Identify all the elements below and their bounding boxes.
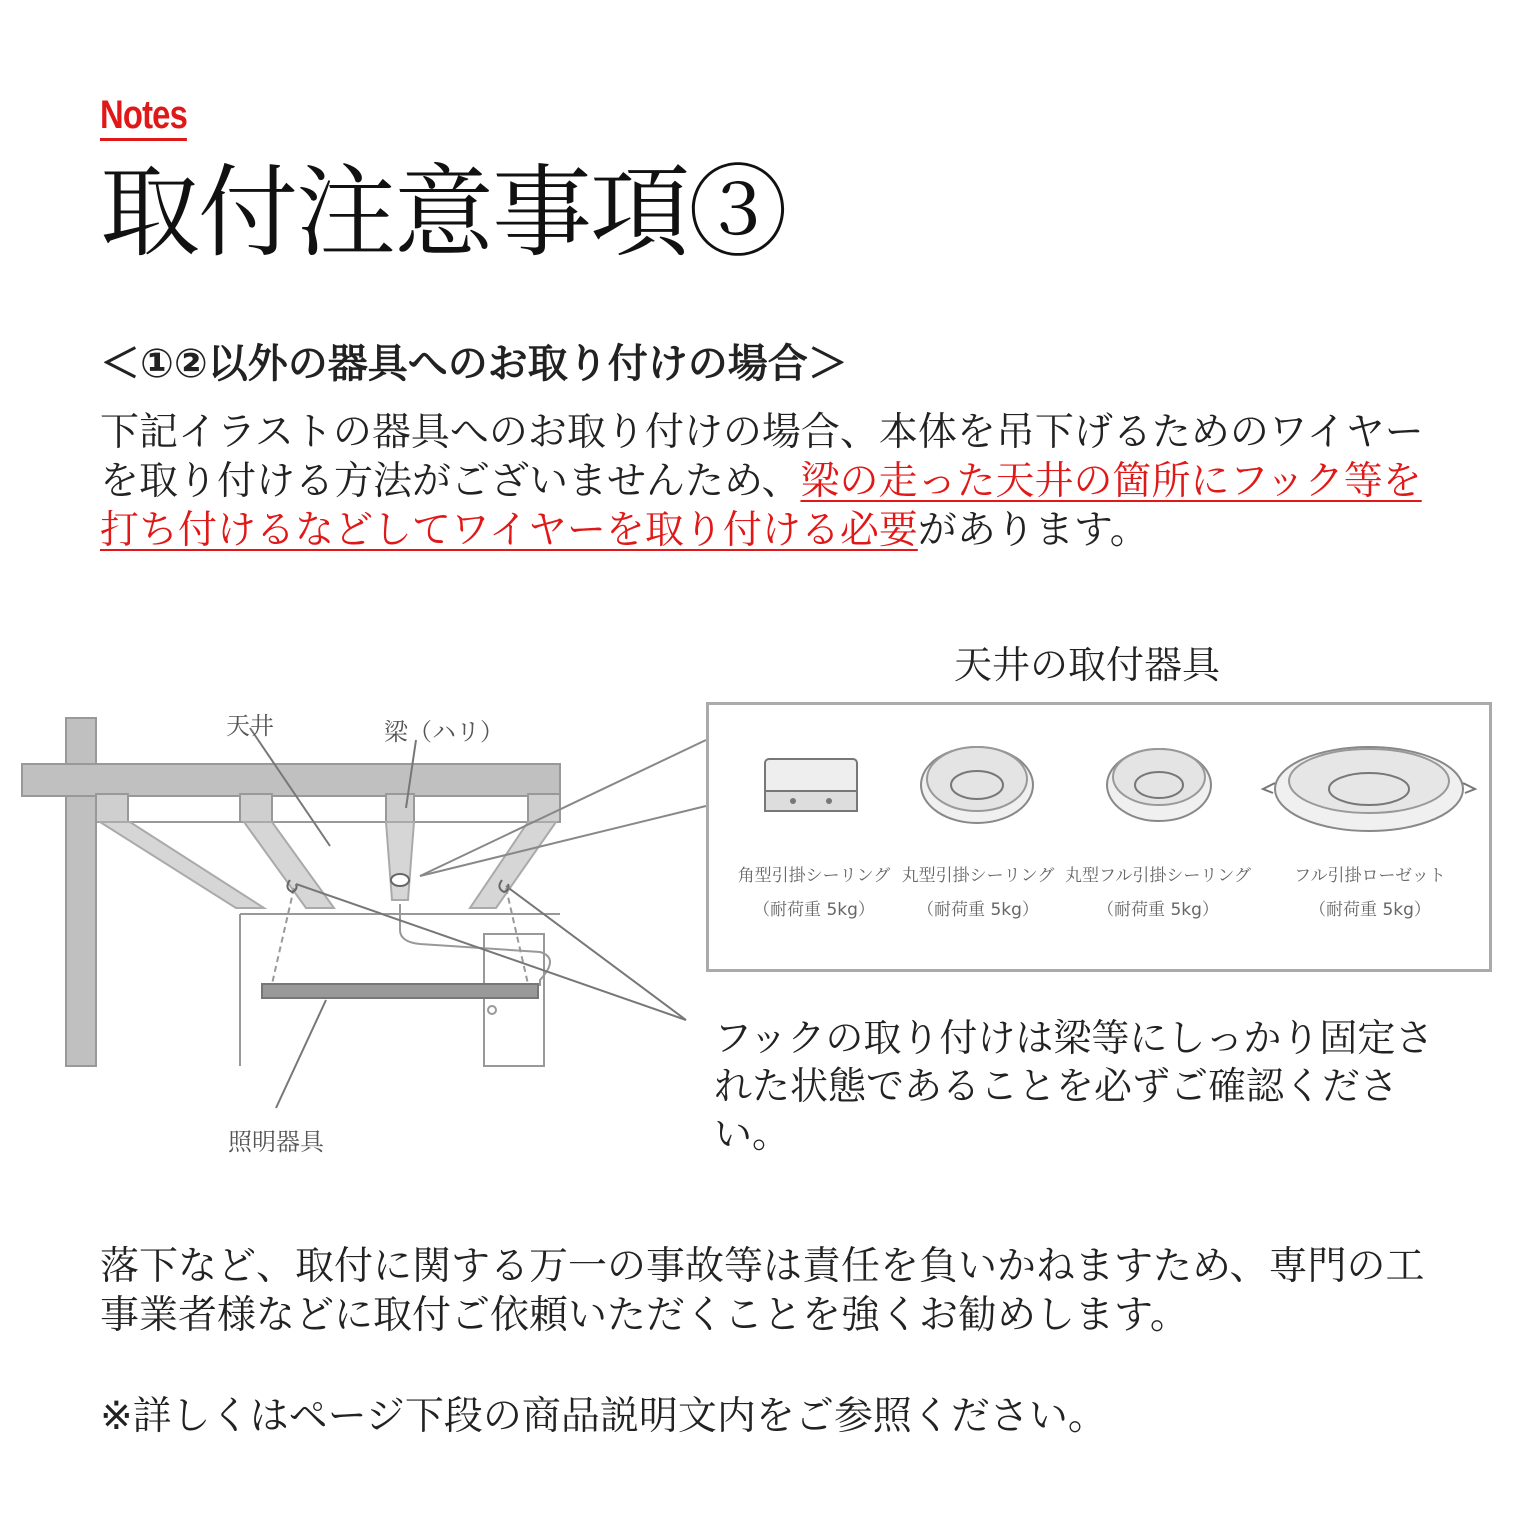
fixture-item	[895, 859, 1061, 927]
fixture-load: （耐荷重 5kg）	[1309, 900, 1431, 920]
intro-suffix: があります。	[917, 508, 1149, 553]
fixture-name: フル引掛ローゼット	[1294, 866, 1446, 886]
fixture-name: 丸型引掛シーリング	[901, 866, 1055, 886]
square-ceiling-socket-icon	[765, 759, 857, 811]
fixture-load: （耐荷重 5kg）	[1097, 900, 1219, 920]
section-subheading: ＜①②以外の器具へのお取り付けの場合＞	[100, 341, 848, 387]
fixture-item	[729, 859, 899, 927]
hook-note: フックの取り付けは梁等にしっかり固定された状態であることを必ずご確認ください。	[714, 1016, 1434, 1156]
ceiling-beam-diagram	[0, 690, 720, 1170]
reference-note: ※詳しくはページ下段の商品説明文内をご参照ください。	[100, 1394, 1107, 1439]
notes-label: Notes	[100, 92, 187, 141]
fixture-name: 丸型フル引掛シーリング	[1065, 866, 1251, 886]
disclaimer-paragraph: 落下など、取付に関する万一の事故等は責任を負いかねますため、専門の工事業者様などに取付ご依頼いただくことを強くお勧めします。	[100, 1244, 1425, 1338]
intro-text: 下記イラストの器具へのお取り付けの場合、本体を吊下げるためのワイヤーを取り付ける方法がございませんため、	[100, 410, 1424, 504]
full-ceiling-rosette-icon	[1263, 747, 1475, 831]
diagram-label-beam: 梁（ハリ）	[384, 718, 504, 746]
intro-paragraph	[100, 408, 1440, 555]
fixture-load: （耐荷重 5kg）	[917, 900, 1039, 920]
diagram-label-fixture: 照明器具	[228, 1128, 324, 1156]
fixture-item	[1285, 859, 1455, 927]
fixture-item	[1063, 859, 1253, 927]
round-full-ceiling-socket-icon	[1107, 749, 1211, 821]
fixture-name: 角型引掛シーリング	[737, 866, 891, 886]
fixture-illustrations	[709, 705, 1489, 845]
fixture-load: （耐荷重 5kg）	[753, 900, 875, 920]
page-title: 取付注意事項③	[100, 154, 786, 271]
fixtures-box	[706, 702, 1492, 972]
diagram-label-ceiling: 天井	[226, 712, 274, 740]
round-ceiling-socket-icon	[921, 747, 1033, 823]
intro-highlight: 梁の走った天井の箇所にフック等を打ち付けるなどしてワイヤーを取り付ける必要	[100, 459, 1422, 553]
fixtures-box-title: 天井の取付器具	[954, 643, 1221, 687]
